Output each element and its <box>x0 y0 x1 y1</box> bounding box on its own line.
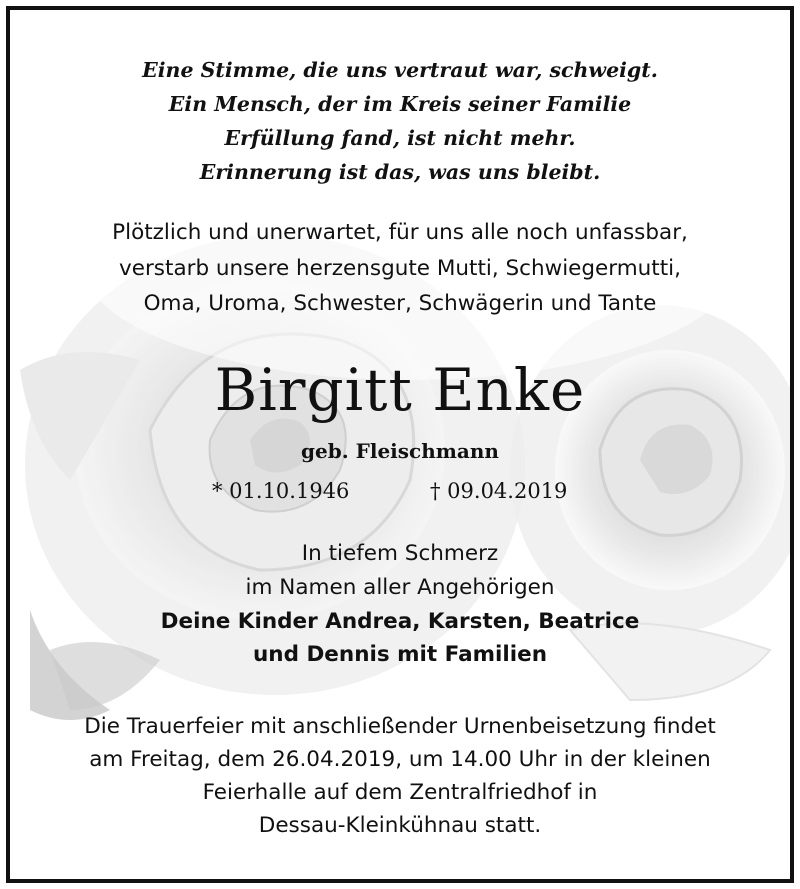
deceased-name: Birgitt Enke <box>214 356 586 424</box>
poem-line: Eine Stimme, die uns vertraut war, schweigt. <box>142 58 658 82</box>
intro-line: Plötzlich und unerwartet, für uns alle noch unfassbar, <box>112 220 688 245</box>
maiden-name: geb. Fleischmann <box>301 439 499 463</box>
intro-line: Oma, Uroma, Schwester, Schwägerin und Tante <box>143 291 657 316</box>
poem-line: Erfüllung fand, ist nicht mehr. <box>224 126 576 150</box>
mourners-line: In tiefem Schmerz <box>301 541 499 566</box>
birth-date: * 01.10.1946 <box>212 479 350 503</box>
intro-line: verstarb unsere herzensgute Mutti, Schwiegermutti, <box>119 256 681 281</box>
death-date: † 09.04.2019 <box>430 479 568 503</box>
poem-line: Erinnerung ist das, was uns bleibt. <box>199 160 601 184</box>
funeral-line: am Freitag, dem 26.04.2019, um 14.00 Uhr in der kleinen <box>89 747 711 772</box>
poem-line: Ein Mensch, der im Kreis seiner Familie <box>168 92 632 116</box>
mourners-line: im Namen aller Angehörigen <box>245 575 555 600</box>
family-line: Deine Kinder Andrea, Karsten, Beatrice <box>160 609 640 634</box>
funeral-line: Feierhalle auf dem Zentralfriedhof in <box>202 780 598 805</box>
funeral-line: Die Trauerfeier mit anschließender Urnenbeisetzung findet <box>84 714 716 739</box>
family-line: und Dennis mit Familien <box>252 642 548 667</box>
obituary-frame <box>6 6 794 883</box>
obituary-content <box>10 10 790 879</box>
funeral-line: Dessau-Kleinkühnau statt. <box>258 813 542 838</box>
